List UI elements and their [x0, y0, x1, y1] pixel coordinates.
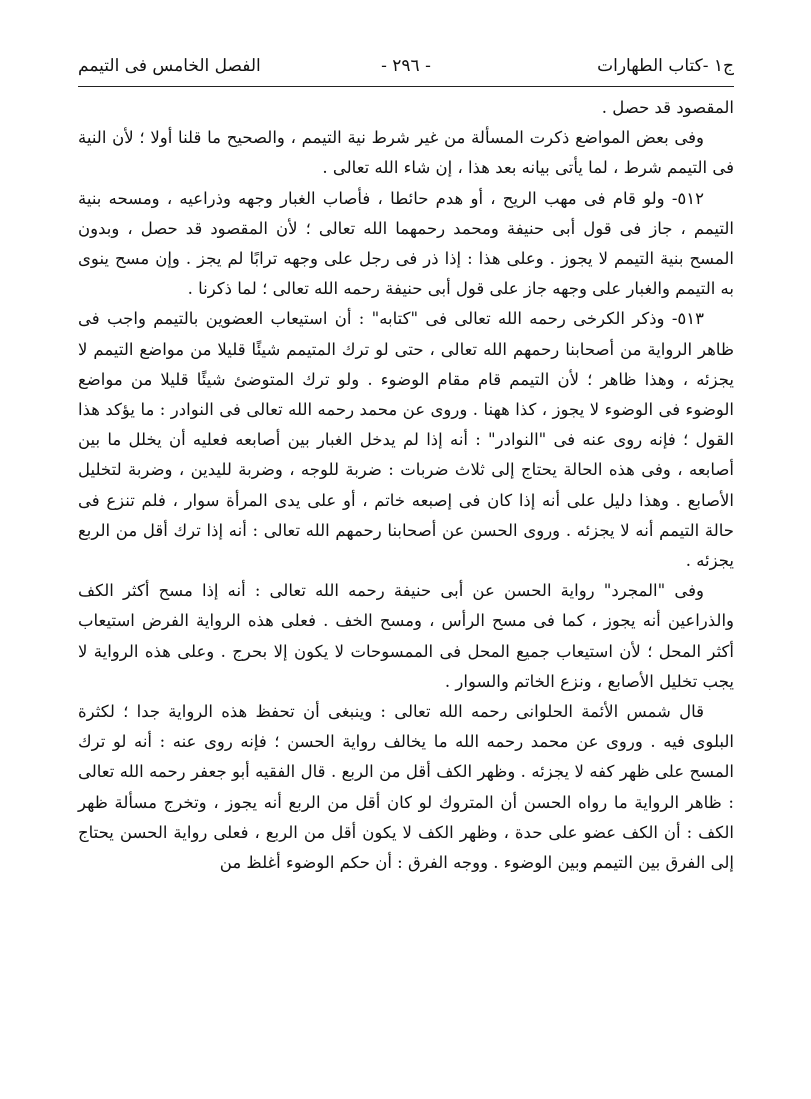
paragraph-intention-note: وفى بعض المواضع ذكرت المسألة من غير شرط نية التيمم ، والصحيح ما قلنا أولا ؛ لأن النية فى التيمم شرط ، لما يأتى بيانه بعد هذا ، إن شاء الله تعالى .	[78, 128, 734, 178]
running-header	[78, 48, 734, 84]
paragraph-continuation: المقصود قد حصل .	[601, 98, 734, 117]
paragraph-512: ٥١٢- ولو قام فى مهب الريح ، أو هدم حائطا ، فأصاب الغبار وجهه وذراعيه ، ومسحه بنية التيمم ، جاز فى قول أبى حنيفة ومحمد رحمهما الله تعالى ؛ لأن المقصود قد حصل ، وبدون المسح بنية التيمم لا يجوز . وعلى هذا : إذا ذر فى رجل على وجهه ترابًا لم يجز . وإن مسح ينوى به التيمم والغبار على وجهه جاز على قول أبى حنيفة رحمه الله تعالى ؛ لما ذكرنا .	[78, 188, 734, 299]
book-title: ج١ -كتاب الطهارات	[597, 56, 734, 76]
paragraph-halwani: قال شمس الأئمة الحلوانى رحمه الله تعالى : وينبغى أن تحفظ هذه الرواية جدا ؛ لكثرة البلوى فيه . وروى عن محمد رحمه الله ما يخالف رواية الحسن ؛ فإنه روى عنه : أنه لو ترك المسح على ظهر كفه لا يجزئه . وظهر الكف أقل من الربع . قال الفقيه أبو جعفر رحمه الله تعالى : ظاهر الرواية ما رواه الحسن أن المتروك لو كان أقل من الربع أنه يجوز ، وتخرج مسألة ظهر الكف : أن الكف عضو على حدة ، وظهر الكف لا يكون أقل من الربع ، فعلى رواية الحسن يحتاج إلى الفرق بين التيمم وبين الوضوء . ووجه الفرق : أن حكم الوضوء أغلظ من	[78, 702, 734, 873]
body-text	[78, 93, 734, 878]
document-page	[78, 48, 734, 878]
chapter-title: الفصل الخامس فى التيمم	[78, 56, 261, 76]
page-number: - ٢٩٦ -	[381, 56, 431, 76]
header-rule	[78, 86, 734, 87]
paragraph-mujarrad: وفى "المجرد" رواية الحسن عن أبى حنيفة رحمه الله تعالى : أنه إذا مسح أكثر الكف والذراعين أنه يجوز ، كما فى مسح الرأس ، ومسح الخف . فعلى هذه الرواية الفرض استيعاب أكثر المحل ؛ لأن استيعاب جميع المحل فى الممسوحات لا يكون إلا بحرج . وعلى هذه الرواية لا يجب تخليل الأصابع ، ونزع الخاتم والسوار .	[78, 581, 734, 691]
paragraph-513: ٥١٣- وذكر الكرخى رحمه الله تعالى فى "كتابه" : أن استيعاب العضوين بالتيمم واجب فى ظاهر الرواية من أصحابنا رحمهم الله تعالى ، حتى لو ترك المتيمم شيئًا قليلا من مواضع التيمم لا يجزئه ، وهذا ظاهر ؛ لأن التيمم قام مقام الوضوء . ولو ترك المتوضئ شيئًا قليلا من مواضع الوضوء فى الوضوء لا يجوز ، كذا ههنا . وروى عن محمد رحمه الله تعالى فى النوادر : ما يؤكد هذا القول ؛ فإنه روى عنه فى "النوادر" : أنه إذا لم يدخل الغبار بين أصابعه فعليه أن يخلل ما بين أصابعه ، وفى هذه الحالة يحتاج إلى ثلاث ضربات : ضربة للوجه ، وضربة لليدين ، وضربة لتخليل الأصابع . وهذا دليل على أنه إذا كان فى إصبعه خاتم ، أو على يدى المرأة سوار ، فلم تنزع فى حالة التيمم أنه لا يجزئه . وروى الحسن عن أصحابنا رحمهم الله تعالى : أنه إذا ترك أقل من الربع يجزئه .	[78, 309, 734, 571]
